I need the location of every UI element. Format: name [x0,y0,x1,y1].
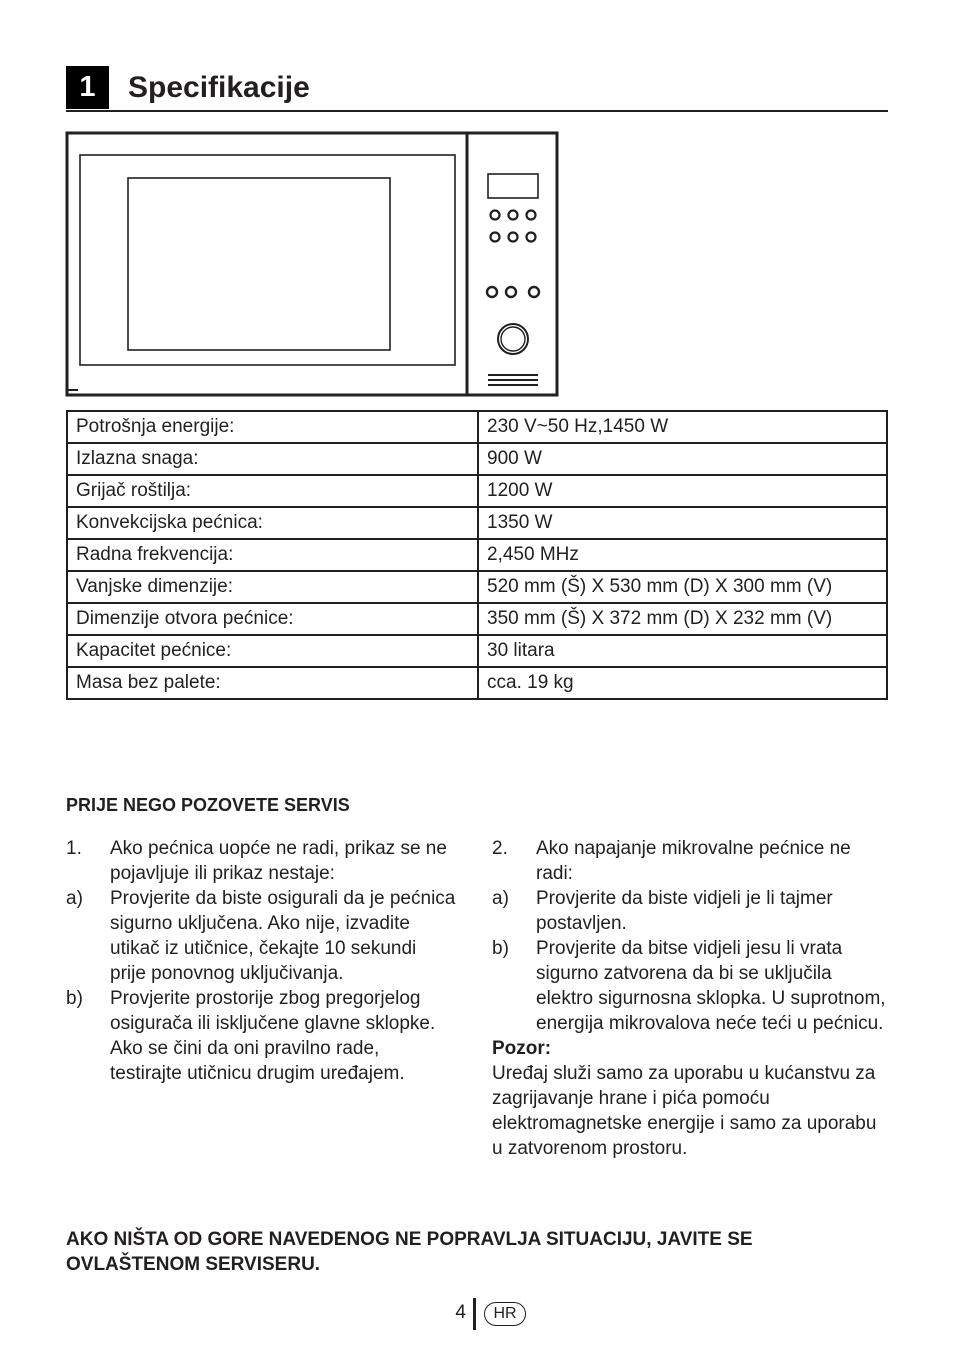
footer-divider [473,1298,476,1330]
spec-value: 230 V~50 Hz,1450 W [478,411,887,443]
list-item [66,886,456,986]
spec-label: Grijač roštilja: [67,475,478,507]
list-text: Provjerite da biste vidjeli je li tajmer postavljen. [536,888,833,934]
troubleshoot-right-column [492,836,888,1161]
table-row [67,571,887,603]
spec-label: Izlazna snaga: [67,443,478,475]
list-marker: a) [492,888,509,909]
spec-label: Potrošnja energije: [67,411,478,443]
spec-value: 520 mm (Š) X 530 mm (D) X 300 mm (V) [478,571,887,603]
spec-value: 1350 W [478,507,887,539]
page-number: 4 [455,1302,466,1323]
list-marker: b) [492,938,509,959]
list-item [492,836,888,886]
spec-value: 1200 W [478,475,887,507]
final-note: AKO NIŠTA OD GORE NAVEDENOG NE POPRAVLJA SITUACIJU, JAVITE SE OVLAŠTENOM SERVISERU. [66,1229,753,1275]
troubleshoot-left-column [66,836,456,1086]
list-item [492,936,888,1036]
list-item [66,986,456,1086]
list-text: Provjerite da bitse vidjeli jesu li vrata sigurno zatvorena da bi se uključila elektro sigurnosna sklopka. U suprotnom, energija mikrovalova neće teći u pećnicu. [536,938,886,1034]
spec-value: cca. 19 kg [478,667,887,699]
before-service-heading: PRIJE NEGO POZOVETE SERVIS [66,795,350,815]
spec-label: Dimenzije otvora pećnice: [67,603,478,635]
spec-label: Masa bez palete: [67,667,478,699]
spec-label: Konvekcijska pećnica: [67,507,478,539]
list-text: Provjerite da biste osigurali da je pećnica sigurno uključena. Ako nije, izvadite utikač iz utičnice, čekajte 10 sekundi prije ponovnog uključivanja. [110,888,456,984]
section-header [66,66,888,112]
language-badge: HR [484,1302,526,1326]
spec-label: Radna frekvencija: [67,539,478,571]
specifications-table [66,410,888,700]
list-item [66,836,456,886]
list-marker: b) [66,988,83,1009]
list-text: Ako pećnica uopće ne radi, prikaz se ne pojavljuje ili prikaz nestaje: [110,838,447,884]
table-row [67,667,887,699]
spec-value: 30 litara [478,635,887,667]
spec-value: 2,450 MHz [478,539,887,571]
list-text: Ako napajanje mikrovalne pećnice ne radi: [536,838,851,884]
page-title: Specifikacije [128,71,310,104]
page-footer [440,1298,550,1330]
warning-label: Pozor: [492,1038,552,1059]
spec-value: 350 mm (Š) X 372 mm (D) X 232 mm (V) [478,603,887,635]
spec-label: Kapacitet pećnice: [67,635,478,667]
section-number: 1 [66,66,109,109]
table-row [67,475,887,507]
table-row [67,635,887,667]
spec-value: 900 W [478,443,887,475]
warning-text: Uređaj služi samo za uporabu u kućanstvu za zagrijavanje hrane i pića pomoću elektromagnetske energije i samo za uporabu u zatvorenom prostoru. [492,1063,877,1159]
list-text: Provjerite prostorije zbog pregorjelog osigurača ili isključene glavne sklopke. Ako se čini da oni pravilno rade, testirajte utičnicu drugim uređajem. [110,988,436,1084]
list-item [492,886,888,936]
list-marker: 1. [66,838,82,859]
spec-label: Vanjske dimenzije: [67,571,478,603]
table-row [67,411,887,443]
table-row [67,539,887,571]
table-row [67,507,887,539]
microwave-oven-icon [64,130,564,400]
table-row [67,603,887,635]
table-row [67,443,887,475]
list-marker: 2. [492,838,508,859]
list-marker: a) [66,888,83,909]
